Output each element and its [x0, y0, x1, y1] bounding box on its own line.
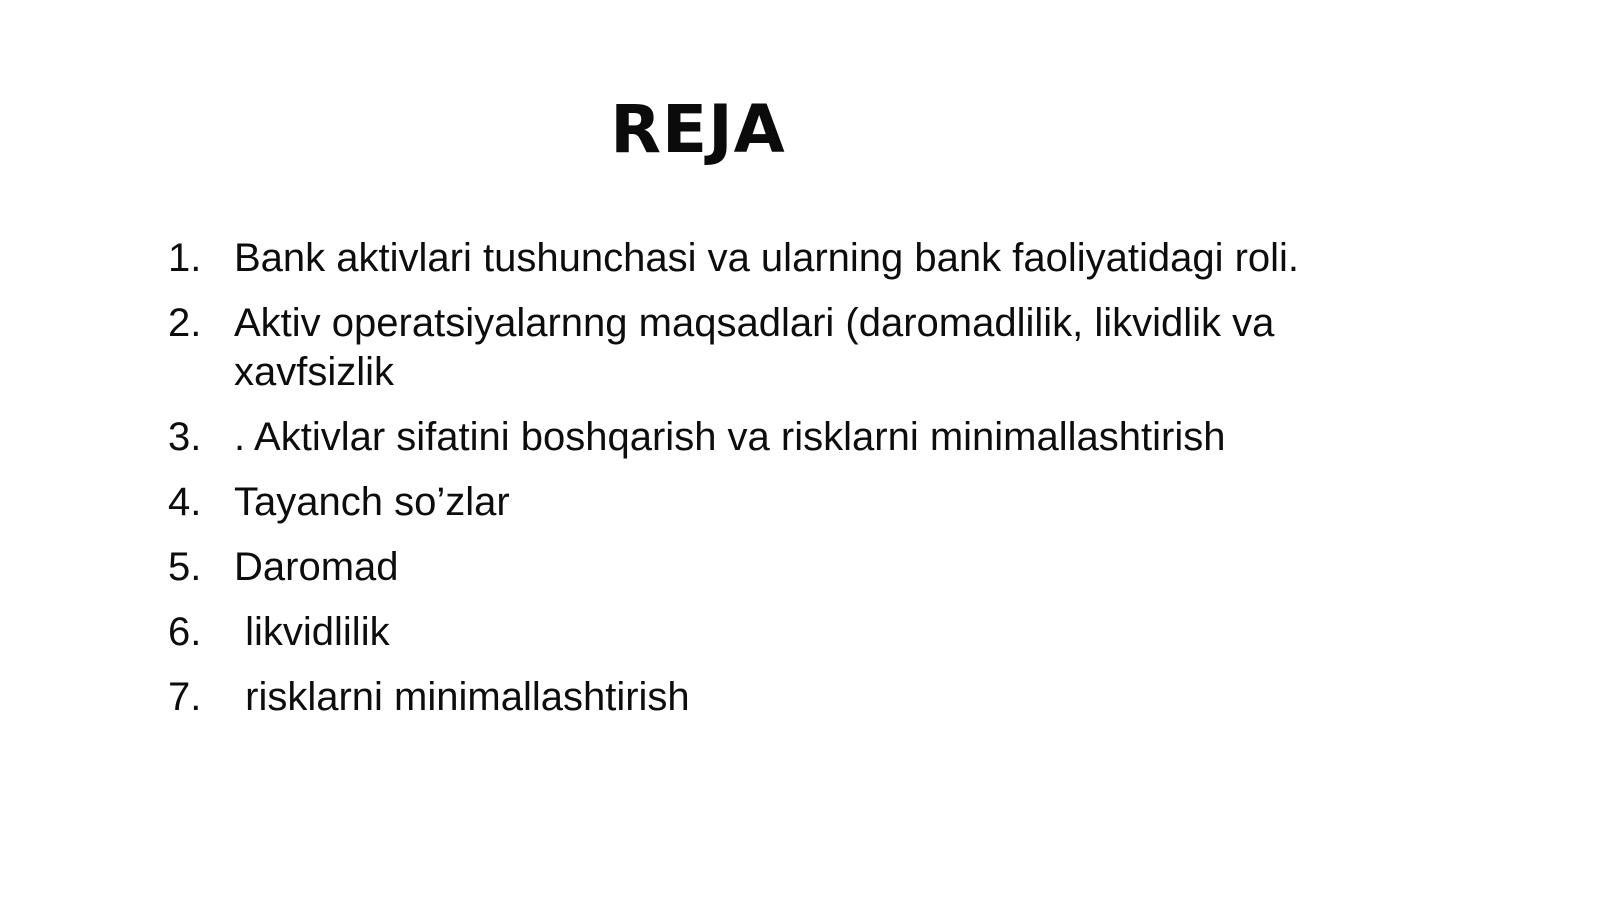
- agenda-item-1: [168, 234, 1408, 283]
- agenda-item-6: [168, 608, 1408, 657]
- item-number: 4.: [168, 480, 202, 524]
- item-number: 7.: [168, 675, 202, 719]
- slide-title: REJA: [610, 91, 786, 168]
- agenda-item-7: [168, 673, 1408, 722]
- item-text: Tayanch so’zlar: [234, 480, 510, 524]
- item-text: . Aktivlar sifatini boshqarish va risklarni minimallashtirish: [234, 415, 1226, 459]
- agenda-item-5: [168, 543, 1408, 592]
- agenda-item-2: [168, 299, 1408, 397]
- item-number: 5.: [168, 545, 202, 589]
- item-number: 6.: [168, 610, 202, 654]
- agenda-item-3: [168, 413, 1408, 462]
- item-number: 2.: [168, 301, 202, 345]
- item-number: 3.: [168, 415, 202, 459]
- item-text: Bank aktivlari tushunchasi va ularning bank faoliyatidagi roli.: [234, 236, 1300, 280]
- item-text: likvidlilik: [234, 610, 390, 654]
- agenda-list: [168, 234, 1408, 738]
- agenda-item-4: [168, 478, 1408, 527]
- item-text: Aktiv operatsiyalarnng maqsadlari (daromadlilik, likvidlik va xavfsizlik: [234, 301, 1286, 394]
- item-text: Daromad: [234, 545, 399, 589]
- item-number: 1.: [168, 236, 202, 280]
- item-text: risklarni minimallashtirish: [234, 675, 690, 719]
